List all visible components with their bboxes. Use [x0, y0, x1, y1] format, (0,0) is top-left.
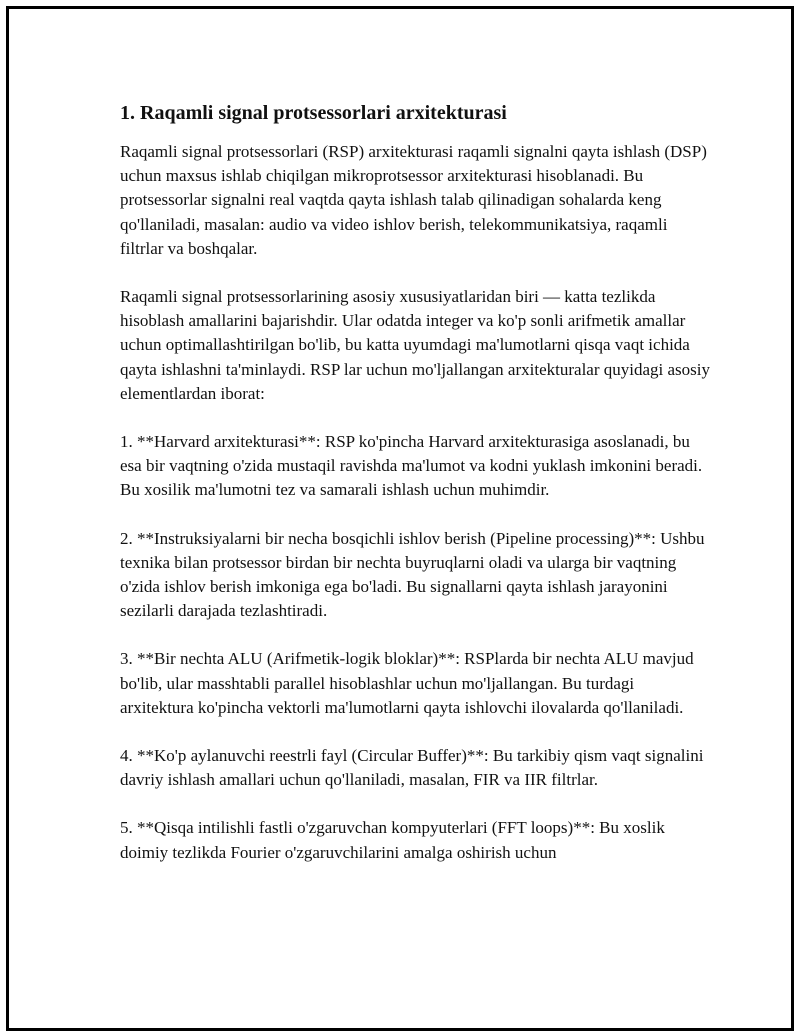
list-item-pipeline: 2. **Instruksiyalarni bir necha bosqichli ishlov berish (Pipeline processing)**: Ushbu texnika bilan protsessor birdan bir nechta buyruqlarni oladi va ularga bir vaqtning o'zida ishlov berish imkoniga ega bo'ladi. Bu signallarni qayta ishlash jarayonini sezilarli darajada tezlashtiradi. — [120, 528, 705, 621]
list-item-alu: 3. **Bir nechta ALU (Arifmetik-logik bloklar)**: RSPlarda bir nechta ALU mavjud bo'lib, ular masshtabli parallel hisoblashlar uchun mo'ljallangan. Bu turdagi arxitektura ko'pincha vektorli ma'lumotlarni qayta ishlovchi ilovalarda qo'llaniladi. — [120, 649, 694, 717]
page-frame — [6, 6, 794, 1031]
list-item-fft: 5. **Qisqa intilishli fastli o'zgaruvchan kompyuterlari (FFT loops)**: Bu xoslik doimiy tezlikda Fourier o'zgaruvchilarini amalga oshirish uchun — [120, 818, 665, 862]
paragraph-features: Raqamli signal protsessorlarining asosiy xususiyatlaridan biri — katta tezlikda hisoblash amallarini bajarishdir. Ular odatda integer va ko'p sonli arifmetik amallar uchun optimallashtirilgan bo'lib, bu katta uyumdagi ma'lumotlarni qisqa vaqt ichida qayta ishlashni ta'minlaydi. RSP lar uchun mo'ljallangan arxitekturalar quyidagi asosiy elementlardan iborat: — [120, 287, 710, 403]
list-item-circular-buffer: 4. **Ko'p aylanuvchi reestrli fayl (Circular Buffer)**: Bu tarkibiy qism vaqt signalini davriy ishlash amallari uchun qo'llaniladi, masalan, FIR va IIR filtrlar. — [120, 746, 704, 790]
section-heading: 1. Raqamli signal protsessorlari arxitekturasi — [120, 102, 507, 124]
paragraph-intro: Raqamli signal protsessorlari (RSP) arxitekturasi raqamli signalni qayta ishlash (DSP) uchun maxsus ishlab chiqilgan mikroprotsessor arxitekturasi hisoblanadi. Bu protsessorlar signalni real vaqtda qayta ishlash talab qilinadigan sohalarda keng qo'llaniladi, masalan: audio va video ishlov berish, telekommunikatsiya, raqamli filtrlar va boshqalar. — [120, 142, 707, 258]
list-item-harvard: 1. **Harvard arxitekturasi**: RSP ko'pincha Harvard arxitekturasiga asoslanadi, bu esa bir vaqtning o'zida mustaqil ravishda ma'lumot va kodni yuklash imkonini beradi. Bu xosilik ma'lumotni tez va samarali ishlash uchun muhimdir. — [120, 432, 703, 500]
document-body — [120, 100, 710, 889]
